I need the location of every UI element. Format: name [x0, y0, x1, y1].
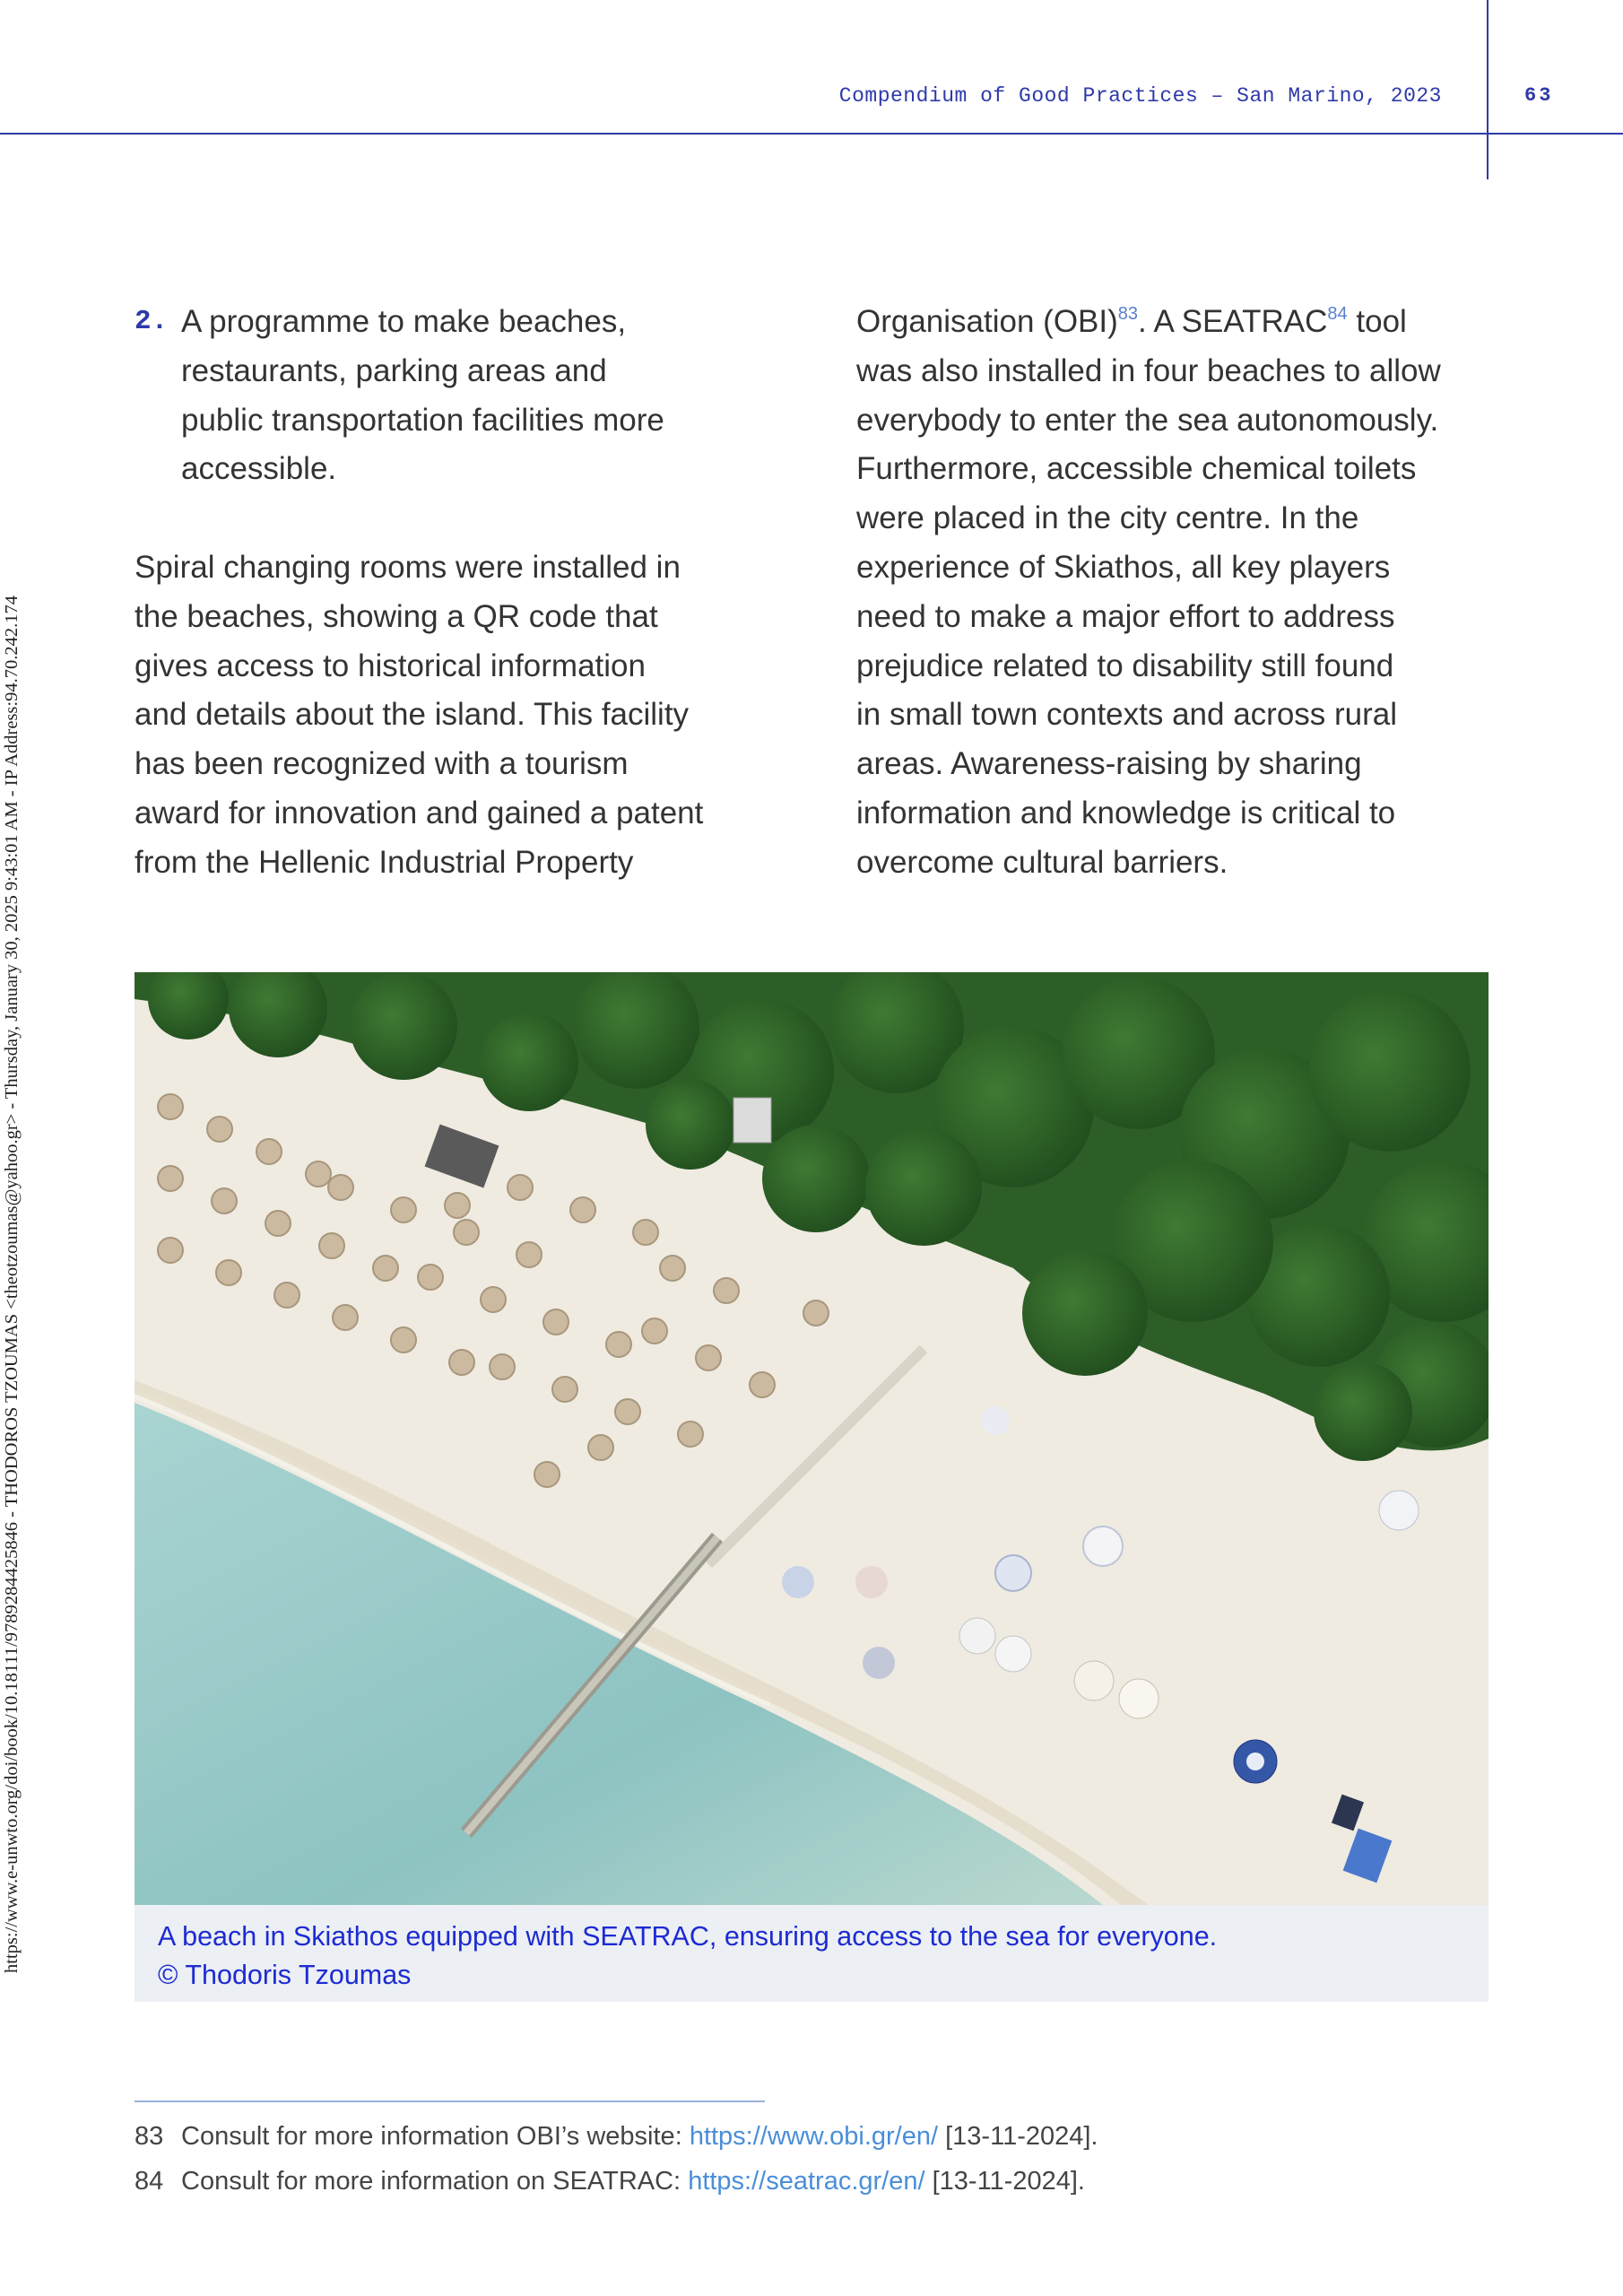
- paragraph-line: was also installed in four beaches to allow: [856, 352, 1441, 388]
- left-column: [135, 298, 762, 888]
- footnote-84: [135, 2167, 1085, 2196]
- footnote-text: Consult for more information on SEATRAC:: [181, 2167, 689, 2196]
- caption-line-1: A beach in Skiathos equipped with SEATRAC, ensuring access to the sea for everyone.: [158, 1921, 1218, 1952]
- footnote-83: [135, 2122, 1098, 2152]
- side-watermark: https://www.e-unwto.org/doi/book/10.18111/9789284425846 - THODOROS TZOUMAS <theotzoumas@yahoo.gr> - Thursday, January 30, 2025 9:43:01 AM - IP Address:94.70.242.174: [2, 596, 22, 1973]
- right-column: [856, 298, 1484, 888]
- list-line: accessible.: [181, 451, 337, 487]
- paragraph-line: experience of Skiathos, all key players: [856, 549, 1391, 585]
- page-number: 63: [1524, 84, 1554, 107]
- left-paragraph: [135, 544, 762, 888]
- header-rule: [0, 133, 1623, 135]
- footnote-date: [13-11-2024].: [938, 2122, 1098, 2151]
- paragraph-line: Furthermore, accessible chemical toilets: [856, 451, 1417, 487]
- list-item-2: [135, 298, 762, 494]
- paragraph-line: has been recognized with a tourism: [135, 746, 629, 782]
- header-title: Compendium of Good Practices – San Marino, 2023: [838, 84, 1442, 108]
- photo-caption: [135, 1905, 1488, 2002]
- paragraph-line: areas. Awareness-raising by sharing: [856, 746, 1362, 782]
- footnote-ref-84[interactable]: 84: [1327, 304, 1348, 324]
- paragraph-line: everybody to enter the sea autonomously.: [856, 402, 1439, 438]
- footnote-link-obi[interactable]: https://www.obi.gr/en/: [689, 2122, 939, 2151]
- paragraph-line: information and knowledge is critical to: [856, 795, 1396, 831]
- beach-illustration: [135, 972, 1488, 1905]
- footnote-ref-83[interactable]: 83: [1117, 304, 1139, 324]
- paragraph-line: and details about the island. This facility: [135, 697, 690, 733]
- footnote-link-seatrac[interactable]: https://seatrac.gr/en/: [688, 2167, 925, 2196]
- list-number: 2.: [135, 306, 169, 337]
- paragraph-line: prejudice related to disability still found: [856, 648, 1394, 683]
- paragraph-line: award for innovation and gained a patent: [135, 795, 704, 831]
- paragraph-line: gives access to historical information: [135, 648, 646, 683]
- paragraph-line: overcome cultural barriers.: [856, 844, 1228, 880]
- beach-photo: [135, 972, 1488, 1905]
- paragraph-line: the beaches, showing a QR code that: [135, 598, 658, 634]
- paragraph-line: Spiral changing rooms were installed in: [135, 549, 681, 585]
- list-line: restaurants, parking areas and: [181, 352, 607, 388]
- list-line: A programme to make beaches,: [181, 304, 627, 339]
- paragraph-line: Organisation (OBI)$^{83}$. A SEATRAC$^{84}$ tool: [856, 304, 1407, 339]
- changing-room: [733, 1098, 771, 1143]
- footnote-rule: [135, 2100, 765, 2102]
- paragraph-line: were placed in the city centre. In the: [856, 500, 1359, 536]
- footnote-date: [13-11-2024].: [924, 2167, 1085, 2196]
- list-line: public transportation facilities more: [181, 402, 664, 438]
- caption-credit: © Thodoris Tzoumas: [158, 1960, 412, 1990]
- paragraph-line: in small town contexts and across rural: [856, 697, 1398, 733]
- paragraph-line: from the Hellenic Industrial Property: [135, 844, 634, 880]
- header-vertical-rule: [1487, 0, 1488, 179]
- footnote-number: 84: [135, 2167, 164, 2196]
- footnote-number: 83: [135, 2122, 164, 2151]
- footnote-text: Consult for more information OBI’s website:: [181, 2122, 690, 2151]
- paragraph-line: need to make a major effort to address: [856, 598, 1395, 634]
